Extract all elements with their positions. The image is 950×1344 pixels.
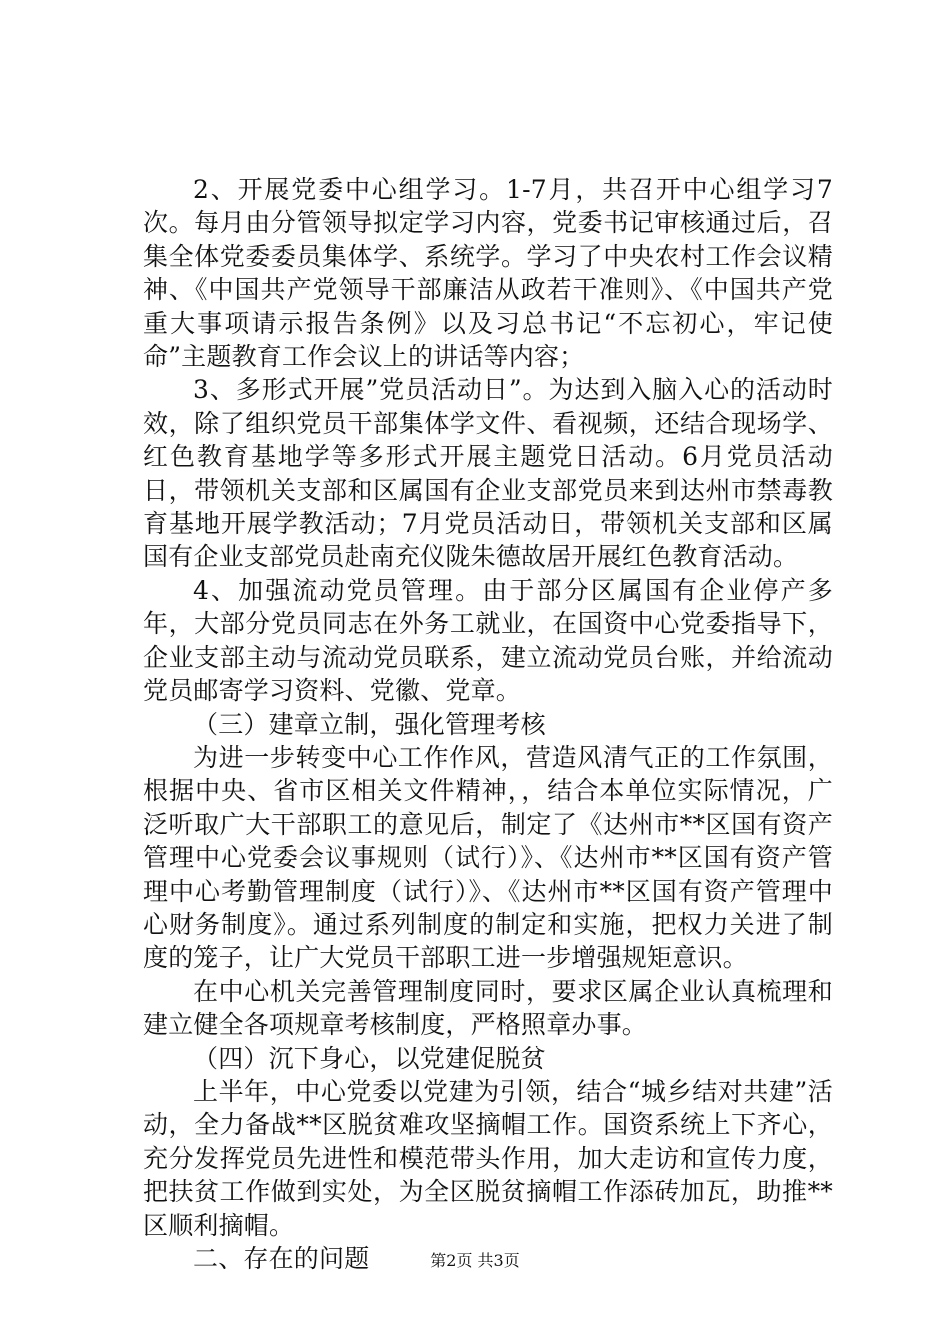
document-body (143, 173, 833, 1275)
page-footer: 第2页 共3页 (430, 1251, 520, 1270)
paragraph-enterprise-rules: 在中心机关完善管理制度同时，要求区属企业认真梳理和建立健全各项规章考核制度，严格照章办事。 (143, 976, 833, 1040)
section-heading-rules: （三）建章立制，强化管理考核 (193, 709, 546, 739)
section-heading-problems: 二、存在的问题 (193, 1244, 370, 1273)
paragraph-rules-formulation: 为进一步转变中心工作作风，营造风清气正的工作氛围，根据中央、省市区相关文件精神，，结合本单位实际情况，广泛听取广大干部职工的意见后，制定了《达州市**区国有资产管理中心党委会议事规则（试行）》、《达州市**区国有资产管理中心考勤管理制度（试行）》、《达州市**区国有资产管理中心财务制度》。通过系列制度的制定和实施，把权力关进了制度的笼子，让广大党员干部职工进一步增强规矩意识。 (143, 742, 833, 973)
paragraph-poverty-alleviation: 上半年，中心党委以党建为引领，结合“城乡结对共建”活动，全力备战**区脱贫难攻坚摘帽工作。国资系统上下齐心，充分发挥党员先进性和模范带头作用，加大走访和宣传力度，把扶贫工作做到实处，为全区脱贫摘帽工作添砖加瓦，助推**区顺利摘帽。 (143, 1076, 833, 1240)
paragraph-mobile-member-management: 4、加强流动党员管理。由于部分区属国有企业停产多年，大部分党员同志在外务工就业，在国资中心党委指导下，企业支部主动与流动党员联系，建立流动党员台账，并给流动党员邮寄学习资料、党徽、党章。 (143, 575, 833, 706)
section-heading-poverty: （四）沉下身心，以党建促脱贫 (193, 1043, 546, 1073)
paragraph-party-member-activity-day: 3、多形式开展”党员活动日”。为达到入脑入心的活动时效，除了组织党员干部集体学文件、看视频，还结合现场学、红色教育基地学等多形式开展主题党日活动。6月党员活动日，带领机关支部和区属国有企业支部党员来到达州市禁毒教育基地开展学教活动；7月党员活动日，带领机关支部和区属国有企业支部党员赴南充仪陇朱德故居开展红色教育活动。 (143, 375, 833, 572)
paragraph-party-committee-study: 2、开展党委中心组学习。1-7月，共召开中心组学习7次。每月由分管领导拟定学习内容，党委书记审核通过后，召集全体党委委员集体学、系统学。学习了中央农村工作会议精神、《中国共产党领导干部廉洁从政若干准则》、《中国共产党重大事项请示报告条例》以及习总书记“不忘初心，牢记使命”主题教育工作会议上的讲话等内容； (143, 175, 833, 372)
